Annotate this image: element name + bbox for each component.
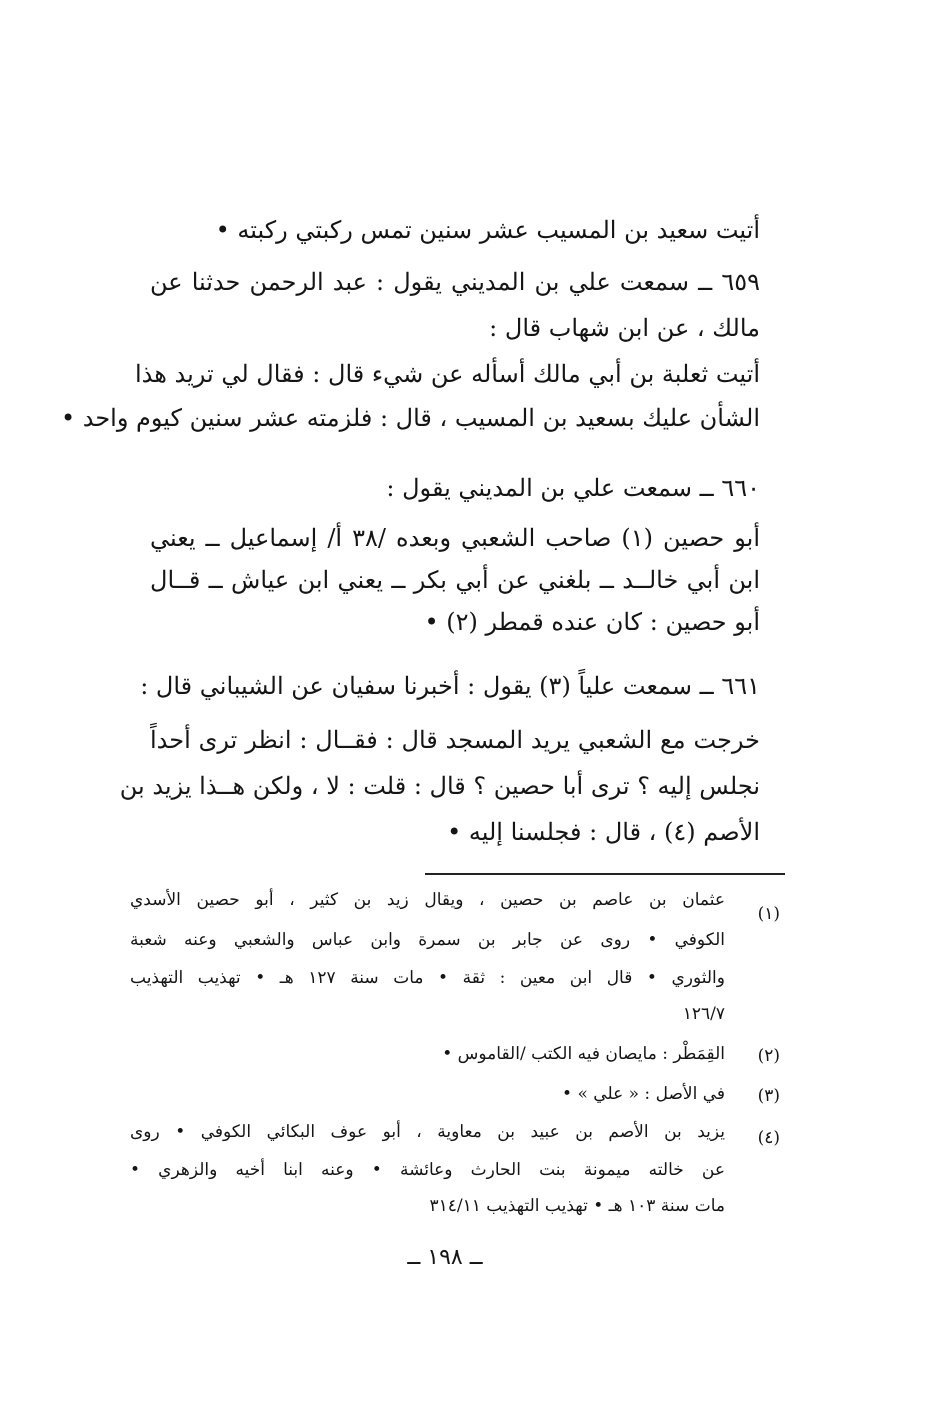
footnote-2-number: (٢): [757, 1046, 780, 1066]
hadith-659-heading-line: ٦٥٩ ــ سمعت علي بن المديني يقول : عبد الرحمن حدثنا عن: [150, 268, 760, 296]
footnote-4-line: مات سنة ١٠٣ هـ • تهذيب التهذيب ٣١٤/١١: [429, 1196, 725, 1216]
text-line: خرجت مع الشعبي يريد المسجد قال : فقــال : انظر ترى أحداً: [150, 726, 760, 754]
footnote-1-line: ١٢٦/٧: [682, 1004, 725, 1024]
footnote-3-number: (٣): [757, 1086, 780, 1106]
footnote-1-number: (١): [757, 904, 780, 924]
hadith-661-heading-line: ٦٦١ ــ سمعت علياً (٣) يقول : أخبرنا سفيان عن الشيباني قال :: [140, 672, 760, 700]
footnote-separator: [425, 873, 785, 875]
text-line: نجلس إليه ؟ ترى أبا حصين ؟ قال : قلت : لا ، ولكن هــذا يزيد بن: [119, 772, 760, 800]
text-line: أتيت سعيد بن المسيب عشر سنين تمس ركبتي ركبته •: [215, 216, 760, 244]
footnote-1-line: والثوري • قال ابن معين : ثقة • مات سنة ١٢٧ هـ • تهذيب التهذيب: [130, 968, 725, 988]
page-number: ــ ١٩٨ ــ: [407, 1245, 483, 1270]
text-line: أبو حصين : كان عنده قمطر (٢) •: [424, 608, 760, 636]
footnote-1-line: عثمان بن عاصم بن حصين ، ويقال زيد بن كثير ، أبو حصين الأسدي: [130, 890, 725, 910]
footnote-4-line: يزيد بن الأصم بن عبيد بن معاوية ، أبو عوف البكائي الكوفي • روى: [130, 1122, 725, 1142]
footnote-4-number: (٤): [757, 1128, 780, 1148]
text-line: أبو حصين (١) صاحب الشعبي وبعده /٣٨ أ/ إسماعيل ــ يعني: [150, 524, 760, 552]
footnote-4-line: عن خالته ميمونة بنت الحارث وعائشة • وعنه ابنا أخيه والزهري •: [130, 1160, 725, 1180]
text-line: ابن أبي خالــد ــ بلغني عن أبي بكر ــ يعني ابن عياش ــ قــال: [150, 566, 760, 594]
text-line: أتيت ثعلبة بن أبي مالك أسأله عن شيء قال : فقال لي تريد هذا: [134, 360, 760, 388]
text-line: الشأن عليك بسعيد بن المسيب ، قال : فلزمته عشر سنين كيوم واحد •: [60, 404, 760, 432]
text-line: مالك ، عن ابن شهاب قال :: [489, 314, 760, 342]
footnote-1-line: الكوفي • روى عن جابر بن سمرة وابن عباس والشعبي وعنه شعبة: [130, 930, 725, 950]
text-line: الأصم (٤) ، قال : فجلسنا إليه •: [447, 818, 760, 846]
hadith-660-heading-line: ٦٦٠ ــ سمعت علي بن المديني يقول :: [386, 474, 760, 502]
footnote-2-line: القِمَطْر : مايصان فيه الكتب /القاموس •: [442, 1044, 725, 1064]
footnote-3-line: في الأصل : « علي » •: [562, 1084, 725, 1104]
